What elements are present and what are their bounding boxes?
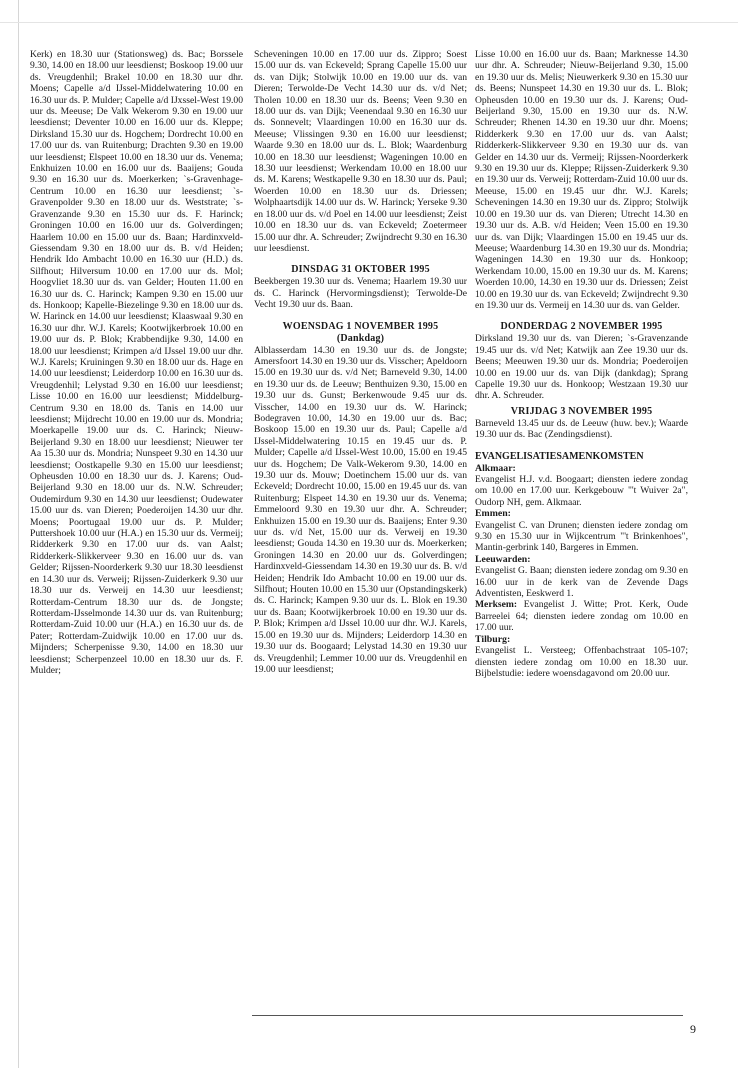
heading-friday: VRIJDAG 3 NOVEMBER 1995 [510,405,653,417]
location-leeuwarden-text: Evangelist G. Baan; diensten iedere zondag om 9.30 en 16.00 uur in de kerk van de Zevende Dags Adventisten, Eeskwerd 1. [475,565,688,600]
column-2 [254,49,467,675]
location-merksem-title: Merksem: [475,599,518,611]
sunday-services-end: Scheveningen 10.00 en 17.00 uur ds. Zippro; Soest 15.00 uur ds. van Eckeveld; Sprang Capelle 15.00 uur ds. van Dijk; Stolwijk 10.00 en 19.00 uur ds. van Dieren; Terwolde-De Vecht 14.30 uur ds. v/d Net; Tholen 10.00 en 18.30 uur ds. Beens; Veen 9.30 en 18.00 uur ds. van Dijk; Veenendaal 9.30 en 16.30 uur ds. Sonnevelt; Vlaardingen 10.00 en 16.30 uur ds. Meeuse; Vlissingen 9.30 en 16.00 uur leesdienst; Waarde 9.30 en 18.00 uur ds. L. Blok; Waardenburg 10.00 en 18.30 uur leesdienst; Wageningen 10.00 en 18.30 uur leesdienst; Werkendam 10.00 en 18.00 uur ds. M. Karens; Westkapelle 9.30 en 18.30 uur ds. Paul; Woerden 10.00 en 18.30 uur ds. Driessen; Wolphaartsdijk 14.00 uur ds. W. Harinck; Yerseke 9.30 en 18.00 uur ds. v/d Poel en 14.00 uur leesdienst; Zeist 10.00 en 18.30 uur ds. van Eckeveld; Zoetermeer 15.00 uur dhr. A. Schreuder; Zwijndrecht 9.30 en 16.30 uur leesdienst. [254,49,467,254]
scan-edge-top [0,22,738,23]
heading-tuesday: DINSDAG 31 OKTOBER 1995 [291,264,430,276]
heading-evangelisation: EVANGELISATIESAMENKOMSTEN [475,450,644,462]
location-emmen-text: Evangelist C. van Drunen; diensten iedere zondag om 9.30 en 15.30 uur in Wijkcentrum "'t Brinkenhoes", Mantin-gerbrink 140, Bargeres in Emmen. [475,519,688,554]
tuesday-services: Beekbergen 19.30 uur ds. Venema; Haarlem 19.30 uur ds. C. Harinck (Hervormingsdienst); Terwolde-De Vecht 19.30 uur ds. Baan. [254,276,467,311]
footer-rule [252,1015,683,1016]
location-leeuwarden-title: Leeuwarden: [475,553,531,565]
heading-wednesday [254,321,467,345]
heading-thursday: DONDERDAG 2 NOVEMBER 1995 [500,321,663,333]
location-tilburg-text: Evangelist L. Versteeg; Offenbachstraat 105-107; diensten iedere zondag om 10.00 en 18.30 uur. Bijbelstudie: iedere woensdagavond om 20.00 uur. [475,645,688,679]
location-merksem [475,599,688,633]
heading-wednesday-subtitle: (Dankdag) [336,332,385,344]
scan-edge-left [18,0,19,1068]
wednesday-services: Alblasserdam 14.30 en 19.30 uur ds. de Jongste; Amersfoort 14.30 en 19.30 uur ds. Visscher; Apeldoorn 15.00 en 19.30 uur ds. v/d Net; Barneveld 9.30, 14.00 en 19.30 uur ds. de Leeuw; Benthuizen 9.30, 15.00 en 19.30 uur ds. Gunst; Berkenwoude 9.45 uur ds. Visscher, 14.00 en 19.30 uur ds. W. Harinck; Bodegraven 10.00, 14.30 en 19.00 uur ds. Bac; Boskoop 15.00 en 19.30 uur ds. Paul; Capelle a/d IJssel-Middelwatering 10.15 en 19.45 uur ds. P. Mulder; Capelle a/d IJssel-West 10.00, 15.00 en 19.45 uur ds. Hogchem; De Valk-Wekerom 9.30, 14.00 en 19.30 uur ds. Mouw; Doetinchem 15.00 uur ds. van Eckeveld; Dordrecht 10.00, 15.00 en 19.45 uur ds. van Ruitenburg; Elspeet 14.30 en 19.30 uur ds. Venema; Emmeloord 9.30 en 19.30 uur dhr. A. Schreuder; Enkhuizen 15.00 en 19.30 uur ds. Baaijens; Enter 9.30 uur ds. v/d Net, 15.00 uur ds. Verweij en 19.30 leesdienst; Gouda 14.30 en 19.30 uur ds. Moerkerken; Groningen 14.30 en 20.00 uur ds. Golverdingen; Hardinxveld-Giessendam 14.30 en 19.30 uur ds. B. v/d Heiden; Hendrik Ido Ambacht 10.00 en 19.00 uur ds. Silfhout; Houten 10.00 en 15.30 uur (Opstandingskerk) ds. C. Harinck; Kampen 9.30 uur ds. L. Blok en 19.30 uur ds. Baan; Kootwijkerbroek 10.00 en 19.30 uur ds. P. Blok; Krimpen a/d IJssel 10.00 uur dhr. W.J. Karels, 15.00 en 19.30 uur ds. Mijnders; Leiderdorp 14.30 en 19.30 uur ds. Boogaard; Lelystad 14.30 en 19.30 uur ds. Vreugdenhil; Lemmer 10.00 uur ds. Vreugdenhil en 19.00 uur leesdienst; [254,344,467,675]
page-number: 9 [690,1022,696,1036]
wednesday-services-continued: Lisse 10.00 en 16.00 uur ds. Baan; Marknesse 14.30 uur dhr. A. Schreuder; Nieuw-Beijerland 9.30, 15.00 en 19.30 uur ds. Melis; Nieuwerkerk 9.30 en 15.30 uur ds. Beens; Nunspeet 14.30 en 19.30 uur ds. L. Blok; Opheusden 10.00 en 19.30 uur ds. J. Karens; Oud-Beijerland 9.30, 15.00 en 19.30 uur ds. N.W. Schreuder; Rhenen 14.30 en 19.30 uur dhr. Moens; Ridderkerk 9.30 en 17.00 uur ds. van Aalst; Ridderkerk-Slikkerveer 9.30 en 19.30 uur ds. van Gelder en 14.30 uur ds. Vermeij; Rijssen-Noorderkerk 9.30 en 19.30 uur ds. Kleppe; Rijssen-Zuiderkerk 9.30 en 19.30 uur ds. Verweij; Rotterdam-Zuid 10.00 uur ds. Meeuse, 15.00 en 19.45 uur dhr. W.J. Karels; Scheveningen 14.30 en 19.30 uur ds. Zippro; Stolwijk 10.00 en 19.30 uur ds. van Dieren; Utrecht 14.30 en 19.30 uur ds. A.B. v/d Heiden; Veen 15.00 en 19.30 uur ds. van Dijk; Vlaardingen 15.00 en 19.45 uur ds. Meeuse; Waardenburg 14.30 en 19.30 uur ds. Mondria; Wageningen 14.30 en 19.30 uur ds. Honkoop; Werkendam 10.00, 15.00 en 19.30 uur ds. M. Karens; Woerden 10.00, 14.30 en 19.30 uur ds. Driessen; Zeist 10.00 en 19.30 uur ds. van Eckeveld; Zwijndrecht 9.30 en 19.30 uur ds. Vermeij en 14.30 uur ds. van Gelder. [475,49,688,311]
sunday-services-continued: Kerk) en 18.30 uur (Stationsweg) ds. Bac; Borssele 9.30, 14.00 en 18.00 uur leesdienst; Boskoop 19.00 uur ds. Vreugdenhil; Brakel 10.00 en 18.30 uur dhr. Moens; Capelle a/d IJssel-Middelwatering 10.00 en 16.30 uur ds. P. Mulder; Capelle a/d IJxssel-West 19.00 uur ds. Meeuse; De Valk Wekerom 9.30 en 19.00 uur leesdienst; Deventer 10.00 en 16.00 uur ds. Kleppe; Dirksland 15.30 uur ds. Hogchem; Dordrecht 10.00 en 17.00 uur ds. van Ruitenburg; Drachten 9.30 en 19.00 uur leesdienst; Elspeet 10.00 en 18.30 uur ds. Venema; Enkhuizen 10.00 en 16.00 uur ds. Baaijens; Gouda 9.30 en 16.30 uur ds. Moerkerken; `s-Gravenhage-Centrum 10.00 en 16.30 uur leesdienst; `s-Gravenpolder 9.30 en 18.00 uur ds. Weststrate; `s-Gravenzande 9.30 en 15.30 uur ds. F. Harinck; Groningen 10.00 en 16.00 uur ds. Golverdingen; Haarlem 10.00 en 15.00 uur ds. Baan; Hardinxveld-Giessendam 9.30 en 18.00 uur ds. B. v/d Heiden; Hendrik Ido Ambacht 10.00 en 16.30 uur (H.D.) ds. Silfhout; Hilversum 10.00 en 17.00 uur ds. Mol; Hoogvliet 18.30 uur ds. van Gelder; Houten 11.00 en 16.30 uur ds. C. Harinck; Kampen 9.30 en 15.00 uur ds. Honkoop; Kapelle-Biezelinge 9.30 en 18.00 uur ds. W. Harinck en 14.00 uur leesdienst; Klaaswaal 9.30 en 16.30 uur dhr. W.J. Karels; Kootwijkerbroek 10.00 en 19.00 uur ds. P. Blok; Krabbendijke 9.30, 14.00 en 18.00 uur leesdienst; Krimpen a/d IJssel 19.00 uur dhr. W.J. Karels; Kruiningen 9.30 en 18.00 uur ds. Hage en 14.00 uur leesdienst; Leiderdorp 10.00 en 16.30 uur ds. Vreugdenhil; Lelystad 9.30 en 16.00 uur leesdienst; Lisse 10.00 en 16.00 uur leesdienst; Middelburg-Centrum 9.30 en 18.00 ds. Tanis en 14.00 uur leesdienst; Mijdrecht 10.00 en 19.00 uur ds. Mondria; Moerkapelle 19.00 uur ds. C. Harinck; Nieuw-Beijerland 9.30 en 18.00 uur leesdienst; Nieuwer ter Aa 15.30 uur ds. Mondria; Nunspeet 9.30 en 14.30 uur leesdienst; Oostkapelle 9.30 en 15.00 uur leesdienst; Opheusden 10.00 en 18.30 uur ds. J. Karens; Oud-Beijerland 9.30 en 18.00 uur ds. N.W. Schreuder; Oudemirdum 9.30 en 14.30 uur leesdienst; Oudewater 15.00 uur ds. van Dieren; Poederoijen 14.30 uur dhr. Moens; Poortugaal 19.00 uur ds. P. Mulder; Puttershoek 10.00 uur (H.A.) en 15.30 uur ds. Vermeij; Ridderkerk 9.30 en 17.00 uur ds. van Aalst; Ridderkerk-Slikkerveer 9.30 en 16.00 uur ds. van Gelder; Rijssen-Noorderkerk 9.30 uur 18.30 leesdienst en 14.30 uur ds. Verweij; Rijssen-Zuiderkerk 9.30 uur 18.30 uur ds. Verweij en 14.30 uur leesdienst; Rotterdam-Centrum 18.30 uur ds. de Jongste; Rotterdam-IJsselmonde 14.30 uur ds. van Ruitenburg; Rotterdam-Zuid 10.00 uur (H.A.) en 16.30 uur ds. de Pater; Rotterdam-Zuidwijk 10.00 en 17.00 uur ds. Mijnders; Scherpenisse 9.30, 14.00 en 18.30 uur leesdienst; Scherpenzeel 10.00 en 18.30 uur ds. F. Mulder; [30,49,243,676]
location-alkmaar-title: Alkmaar: [475,462,516,474]
heading-wednesday-title: WOENSDAG 1 NOVEMBER 1995 [282,320,439,332]
thursday-services: Dirksland 19.30 uur ds. van Dieren; `s-Gravenzande 19.45 uur ds. v/d Net; Katwijk aan Zee 19.30 uur ds. Beens; Meeuwen 19.30 uur ds. Mondria; Poederoijen 10.00 en 19.00 uur ds. van Dijk (dankdag); Sprang Capelle 19.30 uur ds. Honkoop; Westzaan 19.30 uur dhr. A. Schreuder. [475,333,688,402]
location-emmen-title: Emmen: [475,508,511,520]
text-columns [30,49,710,989]
location-tilburg-title: Tilburg: [475,633,511,645]
location-merksem-text: Evangelist J. Witte; Prot. Kerk, Oude Barreelei 64; diensten iedere zondag om 10.00 en 17.00 uur. [475,599,688,634]
location-alkmaar-text: Evangelist H.J. v.d. Boogaart; diensten iedere zondag om 10.00 en 17.00 uur. Kerkgebouw "'t Wuiver 2a", Oudorp NH, gem. Alkmaar. [475,474,688,508]
friday-services: Barneveld 13.45 uur ds. de Leeuw (huw. bev.); Waarde 19.30 uur ds. Bac (Zendingsdienst). [475,417,688,441]
column-1 [30,49,243,676]
column-3 [475,49,688,679]
